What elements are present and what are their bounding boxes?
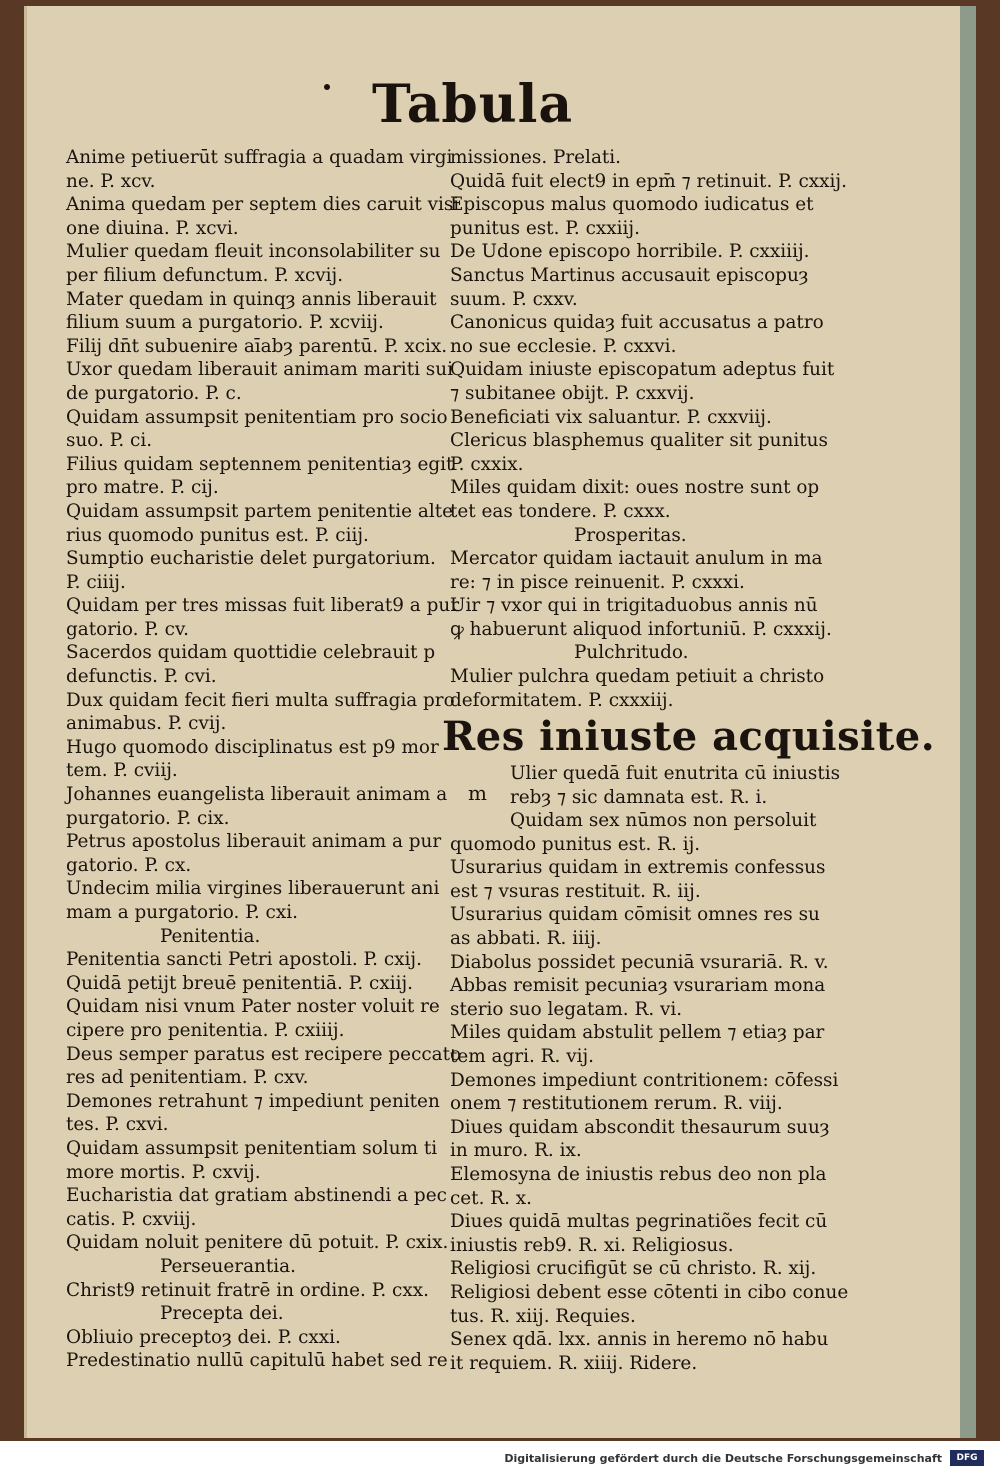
index-entry-line: Usurarius quidam cōmisit omnes res su <box>450 904 820 926</box>
index-entry-line: missiones. Prelati. <box>450 147 622 168</box>
index-entry-line: ne. P. xcv. <box>66 170 156 192</box>
index-entry-line: De Udone episcopo horribile. P. cxxiiij. <box>450 241 810 263</box>
index-entry-line: Dux quidam fecit fieri multa suffragia pro <box>66 689 455 711</box>
index-entry-line: Predestinatio nullū capitulū habet sed re <box>66 1350 448 1372</box>
footer-credit: Digitalisierung gefördert durch die Deutsche Forschungsgemeinschaft <box>504 1452 942 1465</box>
index-entry-line: filium suum a purgatorio. P. xcviij. <box>66 312 384 334</box>
index-entry-line: Mulier quedam fleuit inconsolabiliter su <box>66 241 441 263</box>
index-entry-line: P. cxxix. <box>450 453 524 475</box>
index-entry-line: Quidam sex nūmos non persoluit <box>510 810 817 832</box>
index-entry-line: tus. R. xiij. Requies. <box>450 1305 636 1327</box>
index-entry-line: Diues quidā multas pegrinatiões fecit cū <box>450 1211 828 1233</box>
index-entry-line: mam a purgatorio. P. cxi. <box>66 902 298 923</box>
index-entry-line: Christ9 retinuit fratrē in ordine. P. cxx. <box>66 1279 429 1301</box>
index-entry-line: Quidam assumpsit penitentiam solum ti <box>66 1137 438 1159</box>
index-entry-line: Quidam per tres missas fuit liberat9 a pur <box>66 595 460 617</box>
index-entry-line: it requiem. R. xiiij. Ridere. <box>450 1352 698 1374</box>
index-entry-line: Usurarius quidam in extremis confessus <box>450 857 826 879</box>
index-entry-line: pro matre. P. cij. <box>66 477 219 499</box>
dfg-logo: DFG <box>950 1450 984 1466</box>
section-subheading: Perseuerantia. <box>160 1255 296 1277</box>
index-entry-line: est ⁊ vsuras restituit. R. iij. <box>450 880 701 902</box>
index-entry-line: quomodo punitus est. R. ij. <box>450 834 701 856</box>
index-entry-line: one diuina. P. xcvi. <box>66 217 239 239</box>
index-entry-line: Clericus blasphemus qualiter sit punitus <box>450 430 828 452</box>
index-entry-line: rebȝ ⁊ sic damnata est. R. i. <box>510 786 768 808</box>
index-entry-line: Mulier pulchra quedam petiuit a christo <box>450 666 825 688</box>
index-entry-line: gatorio. P. cx. <box>66 854 192 876</box>
index-entry-line: Quidam nisi vnum Pater noster voluit re <box>66 996 440 1018</box>
index-entry-line: Abbas remisit pecuniaȝ vsurariam mona <box>450 975 826 997</box>
index-entry-line: Quidā fuit elect9 in epm̄ ⁊ retinuit. P. cxxij. <box>450 170 847 192</box>
index-entry-line: purgatorio. P. cix. <box>66 807 230 829</box>
index-entry-line: punitus est. P. cxxiij. <box>450 217 640 239</box>
index-entry-line: ꝙ habuerunt aliquod infortuniū. P. cxxxij. <box>450 618 832 640</box>
index-entry-line: Filij dn̄t subuenire aīabȝ parentū. P. xcix. <box>66 335 448 357</box>
index-entry-line: Diues quidam abscondit thesaurum suuȝ <box>450 1116 830 1138</box>
index-entry-line: defunctis. P. cvi. <box>66 666 217 688</box>
index-entry-line: Beneficiati vix saluantur. P. cxxviij. <box>450 406 772 428</box>
index-entry-line: onem ⁊ restitutionem rerum. R. viij. <box>450 1093 783 1115</box>
right-column-bottom <box>450 856 849 1375</box>
index-entry-line: Senex qdā. lxx. annis in heremo nō habu <box>450 1329 829 1351</box>
index-entry-line: res ad penitentiam. P. cxv. <box>66 1067 309 1089</box>
right-column-top <box>450 146 847 712</box>
index-entry-line: de purgatorio. P. c. <box>66 382 242 404</box>
index-entry-line: Quidā petijt breuē penitentiā. P. cxiij. <box>66 972 414 994</box>
index-entry-line: Anima quedam per septem dies caruit visi <box>66 194 460 216</box>
dropcap-lines <box>450 762 841 856</box>
index-entry-line: re: ⁊ in pisce reinuenit. P. cxxxi. <box>450 571 745 593</box>
index-entry-line: Quidam iniuste episcopatum adeptus fuit <box>450 359 835 381</box>
index-entry-line: P. ciiij. <box>66 571 126 593</box>
index-entry-line: Episcopus malus quomodo iudicatus et <box>450 194 814 216</box>
index-entry-line: Uxor quedam liberauit animam mariti sui <box>66 359 453 381</box>
index-entry-line: Eucharistia dat gratiam abstinendi a pec <box>66 1185 447 1207</box>
index-entry-line: no sue ecclesie. P. cxxvi. <box>450 335 677 357</box>
left-column <box>66 146 462 1373</box>
index-entry-line: Petrus apostolus liberauit animam a pur <box>66 831 442 853</box>
section-subheading: Pulchritudo. <box>574 642 689 664</box>
index-entry-line: deformitatem. P. cxxxiij. <box>450 689 674 711</box>
index-entry-line: tes. P. cxvi. <box>66 1114 169 1136</box>
index-entry-line: Mater quedam in quinqȝ annis liberauit <box>66 288 437 310</box>
index-entry-line: Quidam assumpsit penitentiam pro socio <box>66 406 448 428</box>
index-entry-line: Deus semper paratus est recipere peccato <box>66 1043 462 1065</box>
section-subheading: Precepta dei. <box>160 1303 284 1325</box>
index-entry-line: rius quomodo punitus est. P. ciij. <box>66 524 369 546</box>
right-column <box>442 146 936 1375</box>
index-entry-line: Religiosi debent esse cōtenti in cibo conue <box>450 1281 849 1303</box>
section-subheading: Penitentia. <box>160 925 261 947</box>
index-entry-line: Sanctus Martinus accusauit episcopuȝ <box>450 264 809 286</box>
index-entry-line: per filium defunctum. P. xcvij. <box>66 264 344 286</box>
index-entry-line: Uir ⁊ vxor qui in trigitaduobus annis nū <box>450 595 818 617</box>
index-entry-line: tet eas tondere. P. cxxx. <box>450 500 671 522</box>
index-entry-line: Undecim milia virgines liberauerunt ani <box>66 878 440 900</box>
index-entry-line: Demones retrahunt ⁊ impediunt peniten <box>66 1090 440 1112</box>
dropcap-letter: m <box>468 781 487 806</box>
index-entry-line: Sumptio eucharistie delet purgatorium. <box>66 548 436 570</box>
index-entry-line: Canonicus quidaȝ fuit accusatus a patro <box>450 312 824 334</box>
footer-bar <box>0 1441 1000 1475</box>
section-heading: Res iniuste acquisite. <box>442 713 936 761</box>
page-mark <box>324 84 330 90</box>
index-entry-line: Penitentia sancti Petri apostoli. P. cxij. <box>66 949 422 971</box>
index-entry-line: Quidam noluit penitere dū potuit. P. cxix. <box>66 1232 449 1254</box>
index-entry-line: Johannes euangelista liberauit animam a <box>66 784 448 806</box>
index-entry-line: more mortis. P. cxvij. <box>66 1161 261 1183</box>
index-entry-line: suo. P. ci. <box>66 430 153 452</box>
index-entry-line: suum. P. cxxv. <box>450 288 578 310</box>
index-entry-line: Miles quidam abstulit pellem ⁊ etiaȝ par <box>450 1022 825 1044</box>
index-entry-line: Miles quidam dixit: oues nostre sunt op <box>450 477 820 499</box>
index-entry-line: in muro. R. ix. <box>450 1140 582 1162</box>
index-entry-line: Ulier quedā fuit enutrita cū iniustis <box>510 763 841 785</box>
index-entry-line: Demones impediunt contritionem: cōfessi <box>450 1069 839 1091</box>
dropcap-block <box>450 762 841 856</box>
index-entry-line: as abbati. R. iiij. <box>450 928 602 950</box>
index-entry-line: cet. R. x. <box>450 1187 533 1209</box>
index-entry-line: gatorio. P. cv. <box>66 618 190 640</box>
index-entry-line: Elemosyna de iniustis rebus deo non pla <box>450 1163 827 1185</box>
index-entry-line: Quidam assumpsit partem penitentie alte <box>66 500 453 522</box>
page-title: Tabula <box>372 74 574 135</box>
index-entry-line: catis. P. cxviij. <box>66 1208 197 1230</box>
index-entry-line: Hugo quomodo disciplinatus est p9 mor <box>66 736 439 758</box>
index-entry-line: Filius quidam septennem penitentiaȝ egit <box>66 453 454 475</box>
index-entry-line: cipere pro penitentia. P. cxiiij. <box>66 1019 345 1041</box>
index-entry-line: Anime petiuerūt suffragia a quadam virgi <box>66 147 453 168</box>
index-entry-line: Diabolus possidet pecuniā vsurariā. R. v. <box>450 951 829 973</box>
index-entry-line: tem. P. cviij. <box>66 760 178 782</box>
index-entry-line: ⁊ subitanee obijt. P. cxxvij. <box>450 382 695 404</box>
index-entry-line: sterio suo legatam. R. vi. <box>450 998 683 1020</box>
index-entry-line: tem agri. R. vij. <box>450 1046 595 1067</box>
index-entry-line: Mercator quidam iactauit anulum in ma <box>450 548 823 570</box>
index-entry-line: iniustis reb9. R. xi. Religiosus. <box>450 1234 734 1256</box>
index-entry-line: animabus. P. cvij. <box>66 713 227 735</box>
section-subheading: Prosperitas. <box>574 524 687 546</box>
index-entry-line: Obliuio preceptoȝ dei. P. cxxi. <box>66 1326 341 1348</box>
index-entry-line: Sacerdos quidam quottidie celebrauit p <box>66 642 436 664</box>
page-edge <box>960 6 976 1438</box>
index-entry-line: Religiosi crucifigūt se cū christo. R. xij. <box>450 1258 817 1280</box>
